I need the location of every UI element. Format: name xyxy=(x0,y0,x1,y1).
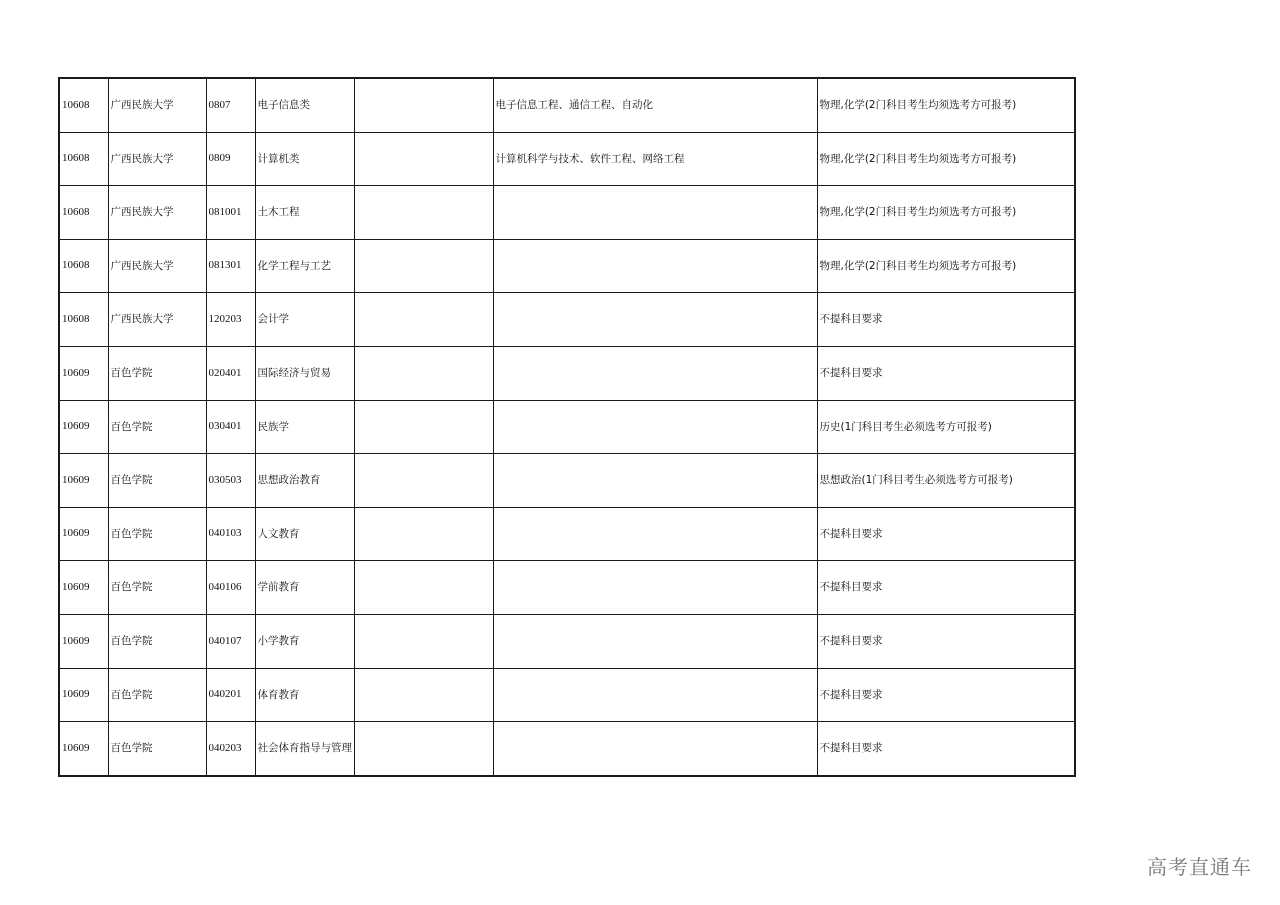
cell-school-name: 广西民族大学 xyxy=(108,78,206,132)
cell-major-name: 土木工程 xyxy=(255,186,354,240)
cell-subject-requirement: 不提科目要求 xyxy=(817,561,1075,615)
table-row xyxy=(59,507,1075,561)
table-row xyxy=(59,722,1075,776)
cell-school-name: 广西民族大学 xyxy=(108,186,206,240)
cell-major-name: 电子信息类 xyxy=(255,78,354,132)
cell-school-code: 10609 xyxy=(59,614,108,668)
cell-note xyxy=(354,132,493,186)
cell-school-code: 10609 xyxy=(59,346,108,400)
cell-major-code: 040107 xyxy=(206,614,255,668)
cell-note xyxy=(354,668,493,722)
cell-subject-requirement: 物理,化学(2门科目考生均须选考方可报考) xyxy=(817,132,1075,186)
cell-school-code: 10609 xyxy=(59,561,108,615)
cell-major-code: 030401 xyxy=(206,400,255,454)
cell-note xyxy=(354,614,493,668)
cell-school-code: 10609 xyxy=(59,454,108,508)
cell-school-name: 百色学院 xyxy=(108,614,206,668)
cell-subject-requirement: 历史(1门科目考生必须选考方可报考) xyxy=(817,400,1075,454)
cell-major-name: 国际经济与贸易 xyxy=(255,346,354,400)
cell-note xyxy=(354,561,493,615)
cell-major-name: 社会体育指导与管理 xyxy=(255,722,354,776)
cell-included-majors: 计算机科学与技术、软件工程、网络工程 xyxy=(493,132,817,186)
cell-included-majors xyxy=(493,668,817,722)
table-row xyxy=(59,346,1075,400)
cell-major-code: 030503 xyxy=(206,454,255,508)
cell-subject-requirement: 不提科目要求 xyxy=(817,614,1075,668)
table-row xyxy=(59,78,1075,132)
cell-subject-requirement: 物理,化学(2门科目考生均须选考方可报考) xyxy=(817,186,1075,240)
cell-included-majors xyxy=(493,186,817,240)
cell-subject-requirement: 不提科目要求 xyxy=(817,293,1075,347)
cell-note xyxy=(354,454,493,508)
table-row xyxy=(59,614,1075,668)
cell-school-name: 百色学院 xyxy=(108,454,206,508)
cell-included-majors: 电子信息工程、通信工程、自动化 xyxy=(493,78,817,132)
cell-school-name: 百色学院 xyxy=(108,561,206,615)
cell-note xyxy=(354,400,493,454)
table-row xyxy=(59,561,1075,615)
cell-major-name: 化学工程与工艺 xyxy=(255,239,354,293)
cell-major-name: 体育教育 xyxy=(255,668,354,722)
cell-note xyxy=(354,293,493,347)
requirements-table xyxy=(58,77,1076,777)
cell-subject-requirement: 不提科目要求 xyxy=(817,668,1075,722)
cell-major-code: 020401 xyxy=(206,346,255,400)
cell-included-majors xyxy=(493,614,817,668)
cell-major-name: 计算机类 xyxy=(255,132,354,186)
cell-school-code: 10608 xyxy=(59,239,108,293)
cell-included-majors xyxy=(493,239,817,293)
cell-included-majors xyxy=(493,346,817,400)
cell-subject-requirement: 不提科目要求 xyxy=(817,346,1075,400)
cell-included-majors xyxy=(493,722,817,776)
cell-included-majors xyxy=(493,400,817,454)
cell-major-code: 0809 xyxy=(206,132,255,186)
cell-subject-requirement: 不提科目要求 xyxy=(817,722,1075,776)
cell-school-name: 百色学院 xyxy=(108,346,206,400)
cell-note xyxy=(354,722,493,776)
cell-school-code: 10609 xyxy=(59,507,108,561)
cell-included-majors xyxy=(493,293,817,347)
table-row xyxy=(59,132,1075,186)
cell-major-code: 0807 xyxy=(206,78,255,132)
cell-school-name: 广西民族大学 xyxy=(108,132,206,186)
cell-major-code: 120203 xyxy=(206,293,255,347)
cell-major-code: 040203 xyxy=(206,722,255,776)
table-row xyxy=(59,186,1075,240)
cell-note xyxy=(354,346,493,400)
cell-school-code: 10608 xyxy=(59,78,108,132)
cell-subject-requirement: 不提科目要求 xyxy=(817,507,1075,561)
table-row xyxy=(59,668,1075,722)
cell-major-name: 人文教育 xyxy=(255,507,354,561)
cell-school-code: 10609 xyxy=(59,722,108,776)
cell-note xyxy=(354,239,493,293)
cell-school-code: 10609 xyxy=(59,400,108,454)
cell-note xyxy=(354,78,493,132)
cell-major-code: 040201 xyxy=(206,668,255,722)
cell-school-name: 百色学院 xyxy=(108,400,206,454)
cell-school-code: 10608 xyxy=(59,186,108,240)
watermark-text: 高考直通车 xyxy=(1147,855,1252,879)
table-row xyxy=(59,400,1075,454)
cell-school-name: 广西民族大学 xyxy=(108,239,206,293)
cell-major-code: 081301 xyxy=(206,239,255,293)
cell-major-code: 040106 xyxy=(206,561,255,615)
cell-subject-requirement: 物理,化学(2门科目考生均须选考方可报考) xyxy=(817,239,1075,293)
table-row xyxy=(59,239,1075,293)
cell-school-name: 广西民族大学 xyxy=(108,293,206,347)
cell-subject-requirement: 物理,化学(2门科目考生均须选考方可报考) xyxy=(817,78,1075,132)
cell-major-name: 学前教育 xyxy=(255,561,354,615)
cell-major-name: 小学教育 xyxy=(255,614,354,668)
table-row xyxy=(59,454,1075,508)
cell-school-code: 10609 xyxy=(59,668,108,722)
cell-major-code: 081001 xyxy=(206,186,255,240)
cell-subject-requirement: 思想政治(1门科目考生必须选考方可报考) xyxy=(817,454,1075,508)
cell-note xyxy=(354,186,493,240)
cell-school-name: 百色学院 xyxy=(108,722,206,776)
cell-included-majors xyxy=(493,454,817,508)
cell-major-code: 040103 xyxy=(206,507,255,561)
table-body xyxy=(59,78,1075,776)
cell-major-name: 会计学 xyxy=(255,293,354,347)
cell-school-name: 百色学院 xyxy=(108,668,206,722)
cell-included-majors xyxy=(493,561,817,615)
cell-school-code: 10608 xyxy=(59,293,108,347)
table-row xyxy=(59,293,1075,347)
cell-note xyxy=(354,507,493,561)
cell-school-name: 百色学院 xyxy=(108,507,206,561)
cell-major-name: 民族学 xyxy=(255,400,354,454)
cell-included-majors xyxy=(493,507,817,561)
cell-major-name: 思想政治教育 xyxy=(255,454,354,508)
cell-school-code: 10608 xyxy=(59,132,108,186)
